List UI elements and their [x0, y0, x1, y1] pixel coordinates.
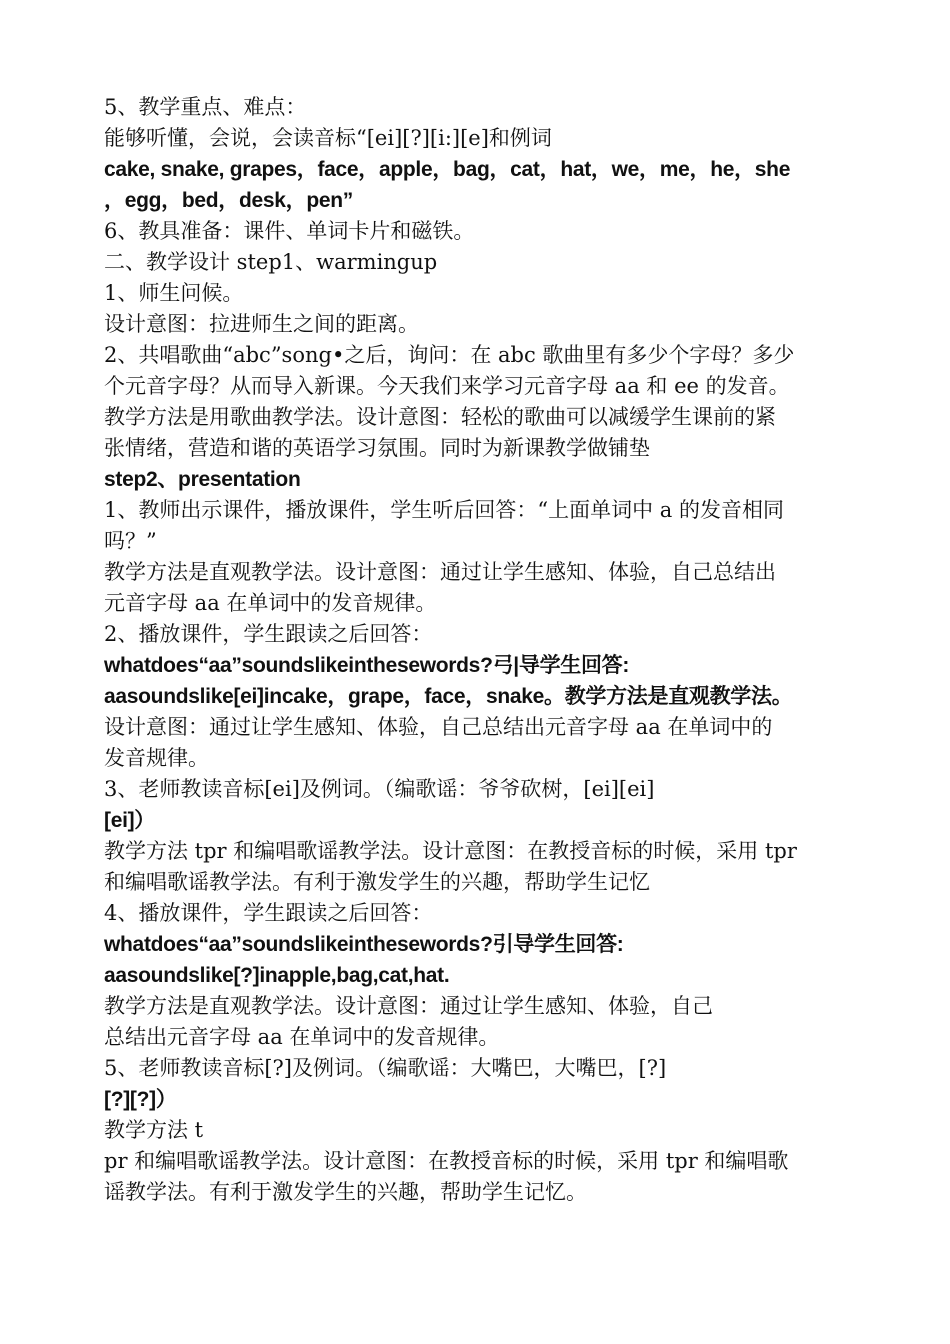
text-line: 个元音字母？从而导入新课。今天我们来学习元音字母 aa 和 ee 的发音。 [104, 374, 790, 398]
text-line: 教学方法是直观教学法。设计意图：通过让学生感知、体验，自己 [104, 994, 713, 1018]
text-line: [?][?]） [104, 1088, 177, 1111]
text-line: 6、教具准备：课件、单词卡片和磁铁。 [104, 219, 475, 243]
text-line: 二、教学设计 step1、warmingup [104, 250, 438, 274]
text-line: 和编唱歌谣教学法。有利于激发学生的兴趣，帮助学生记忆 [104, 870, 650, 894]
text-line: 吗？” [104, 529, 157, 553]
text-line: pr 和编唱歌谣教学法。设计意图：在教授音标的时候，采用 tpr 和编唱歌 [104, 1149, 789, 1173]
text-line: 教学方法 t [104, 1118, 204, 1142]
text-line: 元音字母 aa 在单词中的发音规律。 [104, 591, 437, 615]
text-line: cake, snake, grapes，face，apple，bag，cat，hat，we，me，he，she [104, 158, 791, 181]
text-line: whatdoes“aa”soundslikeinthesewords?引导学生回答: [104, 933, 624, 956]
text-line: step2、presentation [104, 468, 301, 491]
text-line: whatdoes“aa”soundslikeinthesewords?弓|导学生回答: [104, 654, 630, 677]
text-line: 谣教学法。有利于激发学生的兴趣，帮助学生记忆。 [104, 1180, 587, 1204]
text-line: 1、师生问候。 [104, 281, 244, 305]
text-line: ，egg，bed，desk，pen” [104, 189, 353, 212]
text-line: 设计意图：拉进师生之间的距离。 [104, 312, 419, 336]
text-line: 2、播放课件，学生跟读之后回答： [104, 622, 433, 646]
text-line: 教学方法是直观教学法。设计意图：通过让学生感知、体验，自己总结出 [104, 560, 776, 584]
text-line: 能够听懂，会说，会读音标“[ei][?][i:][e]和例词 [104, 126, 552, 150]
text-line: aasoundslike[ei]incake，grape，face，snake。教学方法是直观教学法。 [104, 685, 793, 708]
text-line: 5、老师教读音标[?]及例词。（编歌谣：大嘴巴，大嘴巴，[?] [104, 1056, 667, 1080]
text-line: 2、共唱歌曲“abc”song•之后，询问：在 abc 歌曲里有多少个字母？多少 [104, 343, 795, 367]
text-line: 1、教师出示课件，播放课件，学生听后回答：“上面单词中 a 的发音相同 [104, 498, 784, 522]
text-line: 张情绪，营造和谐的英语学习氛围。同时为新课教学做铺垫 [104, 436, 650, 460]
text-line: 总结出元音字母 aa 在单词中的发音规律。 [104, 1025, 500, 1049]
text-line: aasoundslike[?]inapple,bag,cat,hat. [104, 964, 450, 987]
text-line: 发音规律。 [104, 746, 209, 770]
text-line: 5、教学重点、难点： [104, 95, 307, 119]
text-line: 3、老师教读音标[ei]及例词。（编歌谣：爷爷砍树，[ei][ei] [104, 777, 655, 801]
text-line: 教学方法 tpr 和编唱歌谣教学法。设计意图：在教授音标的时候，采用 tpr [104, 839, 797, 863]
text-line: [ei]） [104, 809, 155, 832]
text-line: 4、播放课件，学生跟读之后回答： [104, 901, 433, 925]
text-line: 教学方法是用歌曲教学法。设计意图：轻松的歌曲可以减缓学生课前的紧 [104, 405, 776, 429]
text-line: 设计意图：通过让学生感知、体验，自己总结出元音字母 aa 在单词中的 [104, 715, 773, 739]
document-body [104, 92, 856, 1208]
